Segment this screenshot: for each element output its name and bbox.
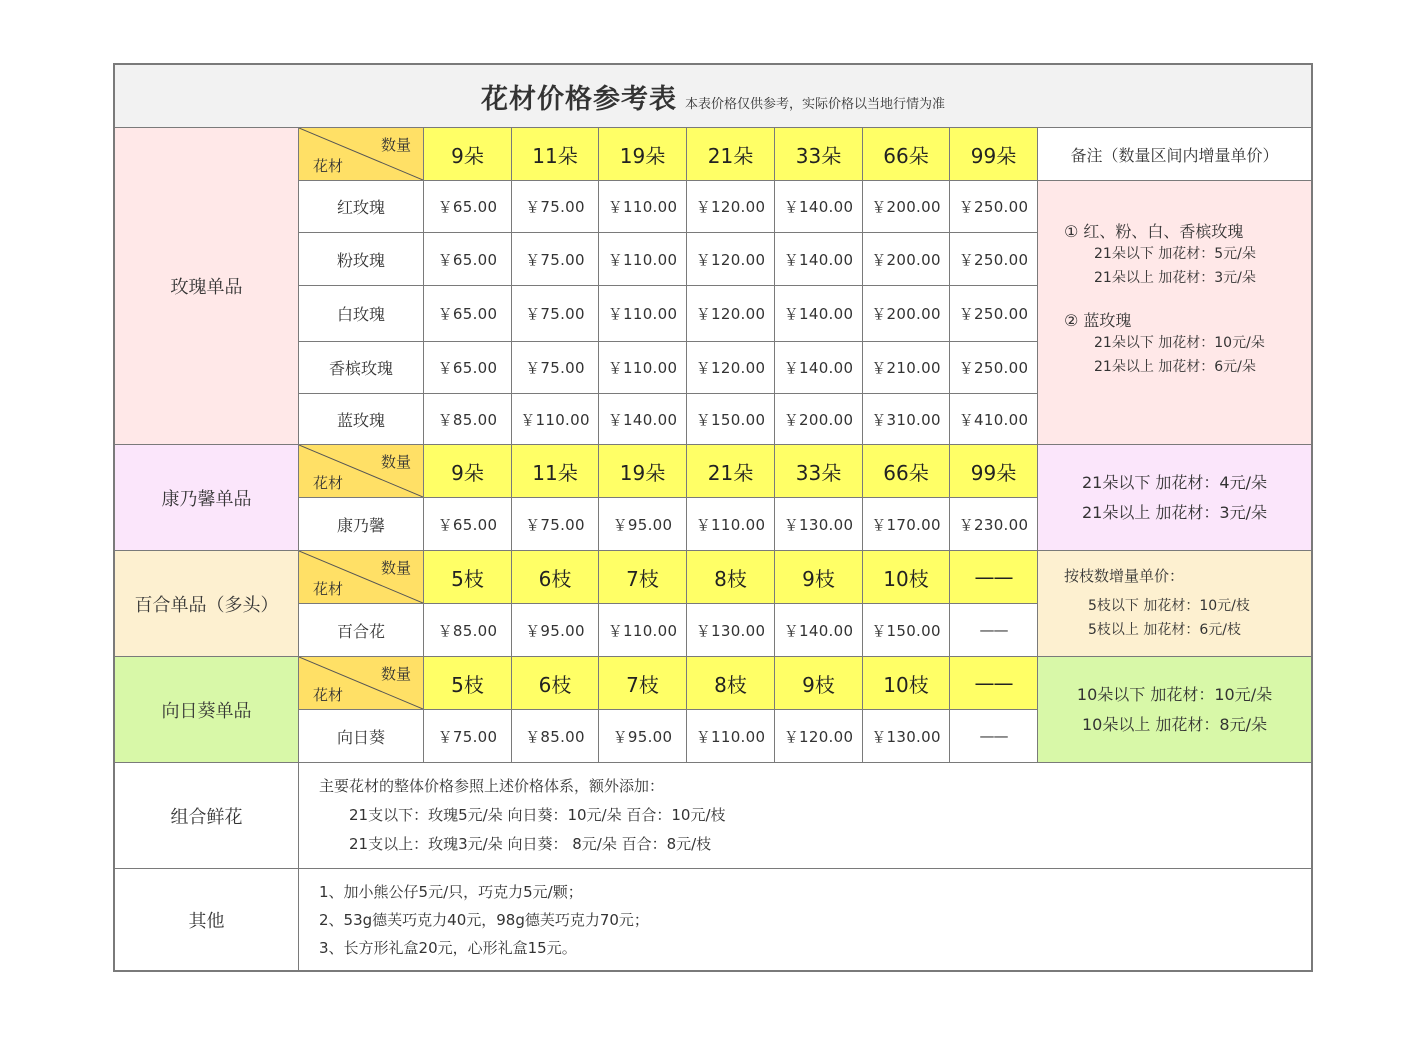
flower-name: 百合花 xyxy=(299,604,424,657)
price-cell: ￥250.00 xyxy=(950,286,1038,342)
price-cell: ￥200.00 xyxy=(775,394,863,445)
price-cell: ￥110.00 xyxy=(599,286,687,342)
qty-header: 10枝 xyxy=(863,551,950,604)
qty-header: 21朵 xyxy=(687,445,775,498)
qty-header: 99朵 xyxy=(950,128,1038,181)
flower-name: 康乃馨 xyxy=(299,498,424,551)
qty-header: 21朵 xyxy=(687,128,775,181)
price-cell: ￥310.00 xyxy=(863,394,950,445)
price-cell: ￥140.00 xyxy=(775,604,863,657)
flower-name: 向日葵 xyxy=(299,710,424,763)
qty-header: 9枝 xyxy=(775,551,863,604)
price-cell: ￥75.00 xyxy=(512,286,599,342)
qty-header: 7枝 xyxy=(599,551,687,604)
category-combo: 组合鲜花 xyxy=(115,763,299,869)
price-cell: ￥230.00 xyxy=(950,498,1038,551)
price-cell: ￥200.00 xyxy=(863,233,950,286)
diagonal-header-cell xyxy=(299,445,424,498)
rose-note-line: 21朵以下 加花材：10元/朵 xyxy=(1094,335,1265,351)
qty-header: —— xyxy=(950,657,1038,710)
quantity-label: 数量 xyxy=(380,559,411,577)
price-cell: ￥200.00 xyxy=(863,286,950,342)
qty-header: 6枝 xyxy=(512,551,599,604)
carnation-note-line: 21朵以上 加花材：3元/朵 xyxy=(1081,502,1268,522)
price-cell: ￥110.00 xyxy=(687,710,775,763)
lily-note-line: 5枝以下 加花材：10元/枝 xyxy=(1088,598,1250,614)
flower-name: 白玫瑰 xyxy=(299,286,424,342)
price-cell: ￥75.00 xyxy=(512,181,599,233)
lily-note-heading: 按枝数增量单价： xyxy=(1064,567,1185,585)
price-cell: ￥110.00 xyxy=(599,604,687,657)
qty-header: 8枝 xyxy=(687,657,775,710)
price-cell: ￥140.00 xyxy=(775,233,863,286)
price-cell: ￥110.00 xyxy=(687,498,775,551)
price-cell: ￥250.00 xyxy=(950,342,1038,394)
price-cell: —— xyxy=(950,604,1038,657)
rose-note xyxy=(1038,181,1312,445)
flower-name: 粉玫瑰 xyxy=(299,233,424,286)
sunflower-note-line: 10朵以下 加花材：10元/朵 xyxy=(1076,684,1273,704)
qty-header: 11朵 xyxy=(512,128,599,181)
price-cell: ￥120.00 xyxy=(687,181,775,233)
rose-note-heading: ① 红、粉、白、香槟玫瑰 xyxy=(1064,222,1244,241)
qty-header: 66朵 xyxy=(863,445,950,498)
carnation-note xyxy=(1038,445,1312,551)
category-lily: 百合单品（多头） xyxy=(115,551,299,657)
category-rose: 玫瑰单品 xyxy=(115,128,299,445)
note-header: 备注（数量区间内增量单价） xyxy=(1038,128,1312,181)
price-cell: ￥150.00 xyxy=(863,604,950,657)
price-cell: ￥110.00 xyxy=(599,342,687,394)
price-cell: ￥110.00 xyxy=(599,233,687,286)
price-cell: ￥65.00 xyxy=(424,233,512,286)
price-cell: ￥140.00 xyxy=(599,394,687,445)
rose-note-line: 21朵以上 加花材：3元/朵 xyxy=(1094,270,1256,286)
material-label: 花材 xyxy=(313,157,344,175)
qty-header: 19朵 xyxy=(599,445,687,498)
price-cell: —— xyxy=(950,710,1038,763)
qty-header: 99朵 xyxy=(950,445,1038,498)
price-cell: ￥130.00 xyxy=(775,498,863,551)
price-cell: ￥95.00 xyxy=(599,710,687,763)
combo-description xyxy=(299,763,1312,869)
price-cell: ￥140.00 xyxy=(775,181,863,233)
price-cell: ￥75.00 xyxy=(424,710,512,763)
qty-header: 7枝 xyxy=(599,657,687,710)
price-cell: ￥140.00 xyxy=(775,286,863,342)
sunflower-note xyxy=(1038,657,1312,763)
price-cell: ￥65.00 xyxy=(424,181,512,233)
price-cell: ￥95.00 xyxy=(599,498,687,551)
quantity-label: 数量 xyxy=(380,453,411,471)
price-table xyxy=(113,63,1313,972)
flower-name: 香槟玫瑰 xyxy=(299,342,424,394)
price-cell: ￥75.00 xyxy=(512,498,599,551)
qty-header: 11朵 xyxy=(512,445,599,498)
price-cell: ￥120.00 xyxy=(687,233,775,286)
price-cell: ￥200.00 xyxy=(863,181,950,233)
category-sunflower: 向日葵单品 xyxy=(115,657,299,763)
qty-header: —— xyxy=(950,551,1038,604)
price-cell: ￥85.00 xyxy=(512,710,599,763)
price-cell: ￥120.00 xyxy=(687,286,775,342)
material-label: 花材 xyxy=(313,686,344,704)
price-cell: ￥250.00 xyxy=(950,233,1038,286)
price-cell: ￥150.00 xyxy=(687,394,775,445)
price-cell: ￥95.00 xyxy=(512,604,599,657)
other-description xyxy=(299,869,1312,971)
qty-header: 9朵 xyxy=(424,445,512,498)
qty-header: 19朵 xyxy=(599,128,687,181)
title-cell xyxy=(115,65,1312,128)
qty-header: 5枝 xyxy=(424,551,512,604)
qty-header: 10枝 xyxy=(863,657,950,710)
price-cell: ￥85.00 xyxy=(424,604,512,657)
price-cell: ￥130.00 xyxy=(687,604,775,657)
category-other: 其他 xyxy=(115,869,299,971)
other-line: 3、长方形礼盒20元，心形礼盒15元。 xyxy=(319,938,577,957)
price-cell: ￥210.00 xyxy=(863,342,950,394)
qty-header: 8枝 xyxy=(687,551,775,604)
qty-header: 9枝 xyxy=(775,657,863,710)
page-title: 花材价格参考表 xyxy=(480,83,677,115)
price-cell: ￥65.00 xyxy=(424,286,512,342)
price-cell: ￥65.00 xyxy=(424,498,512,551)
carnation-note-line: 21朵以下 加花材：4元/朵 xyxy=(1081,472,1268,492)
qty-header: 5枝 xyxy=(424,657,512,710)
price-cell: ￥110.00 xyxy=(599,181,687,233)
rose-note-heading: ② 蓝玫瑰 xyxy=(1064,311,1132,330)
price-cell: ￥65.00 xyxy=(424,342,512,394)
price-cell: ￥120.00 xyxy=(687,342,775,394)
diagonal-header-cell xyxy=(299,657,424,710)
qty-header: 33朵 xyxy=(775,128,863,181)
price-cell: ￥410.00 xyxy=(950,394,1038,445)
price-cell: ￥120.00 xyxy=(775,710,863,763)
price-cell: ￥75.00 xyxy=(512,233,599,286)
combo-line: 主要花材的整体价格参照上述价格体系，额外添加： xyxy=(319,777,665,795)
page-subtitle: 本表价格仅供参考，实际价格以当地行情为准 xyxy=(684,96,945,112)
price-cell: ￥110.00 xyxy=(512,394,599,445)
quantity-label: 数量 xyxy=(380,136,411,154)
material-label: 花材 xyxy=(313,580,344,598)
combo-line: 21支以下：玫瑰5元/朵 向日葵：10元/朵 百合：10元/枝 xyxy=(349,806,726,824)
qty-header: 9朵 xyxy=(424,128,512,181)
combo-line: 21支以上：玫瑰3元/朵 向日葵： 8元/朵 百合：8元/枝 xyxy=(349,835,712,853)
material-label: 花材 xyxy=(313,474,344,492)
flower-name: 红玫瑰 xyxy=(299,181,424,233)
price-cell: ￥85.00 xyxy=(424,394,512,445)
sunflower-note-line: 10朵以上 加花材：8元/朵 xyxy=(1081,714,1268,734)
lily-note xyxy=(1038,551,1312,657)
price-cell: ￥75.00 xyxy=(512,342,599,394)
quantity-label: 数量 xyxy=(380,665,411,683)
price-cell: ￥130.00 xyxy=(863,710,950,763)
other-line: 2、53g德芙巧克力40元，98g德芙巧克力70元； xyxy=(319,910,649,929)
diagonal-header-cell xyxy=(299,551,424,604)
qty-header: 66朵 xyxy=(863,128,950,181)
qty-header: 33朵 xyxy=(775,445,863,498)
rose-note-line: 21朵以上 加花材：6元/朵 xyxy=(1094,359,1256,375)
category-carnation: 康乃馨单品 xyxy=(115,445,299,551)
price-cell: ￥170.00 xyxy=(863,498,950,551)
price-cell: ￥140.00 xyxy=(775,342,863,394)
flower-name: 蓝玫瑰 xyxy=(299,394,424,445)
price-grid xyxy=(114,64,1312,971)
lily-note-line: 5枝以上 加花材：6元/枝 xyxy=(1088,622,1241,638)
qty-header: 6枝 xyxy=(512,657,599,710)
other-line: 1、加小熊公仔5元/只，巧克力5元/颗； xyxy=(319,882,583,901)
diagonal-header-cell xyxy=(299,128,424,181)
rose-note-line: 21朵以下 加花材：5元/朵 xyxy=(1094,246,1256,262)
price-cell: ￥250.00 xyxy=(950,181,1038,233)
